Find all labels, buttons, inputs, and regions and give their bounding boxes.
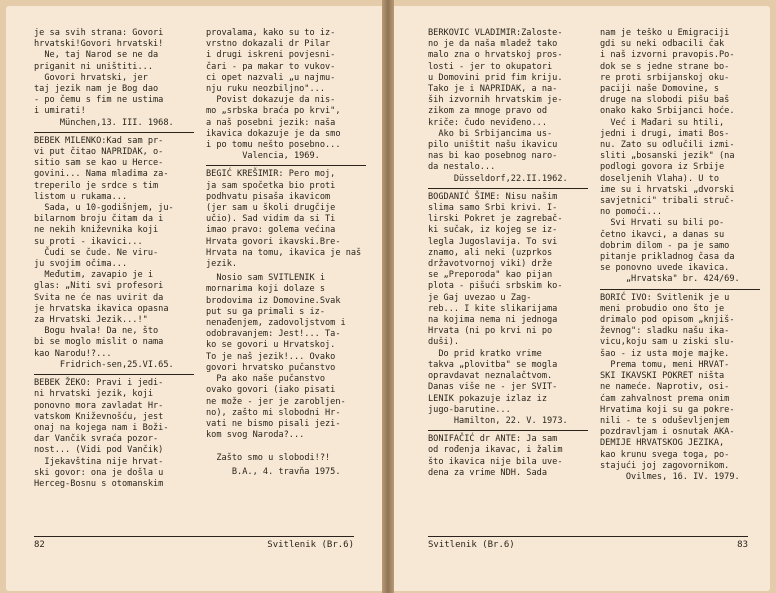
entry: BEGIĆ KREŠIMIR: Pero moj, ja sam spočetka bio proti podhvatu pisaša ikavicom (jer sam u školi drugčije učio). Sad vidim da si Ti imao pravo: golema većina Hrvata govori ikavski.Bre- Hrvata na tomu, ikavica je naš jezik. [206,169,362,270]
entry: BEBEK ŽEKO: Pravi i jedi- ni hrvatski jezik, koji ponovno mora zavladat Hr- vatskom Kniževnošću, jest onaj na kojega nam i Boži- dar Vančik svraća pozor- nost... (Vidi pod Vančik) Ijekavština nije hrvat- ski govor: ona je došla u Herceg-Bosnu s otomanskim [34,378,169,489]
page-footer [428,536,748,551]
divider [34,132,194,133]
divider [206,165,366,166]
entry: nam je teško u Emigraciji gdi su neki odbacili čak i naš izvorni pravopis.Po- dok se s jedne strane bo- re proti srbijanskoj oku- paciji naše Domovine, s druge na slobodi pišu baš onako kako Srbijanci hoće. Već i Mađari su htili, jedni i drugi, imati Bos- nu. Zato su odlučili izmi- sliti „bosanski jezik" (na podlogi govora iz Srbije doseljenih Vlaha). U to ime su i hrvatski „dvorski savjetnici" tribali struč- no pomoći... Svi Hrvati su bili po- četno ikavci, a danas su dobrim dilom - pa je samo pitanje prikladnog časa da se ponovno uvede ikavica. „Hrvatska" br. 424/69. [600,28,740,285]
right-column-b [600,28,760,533]
divider [428,188,588,189]
page-number: 83 [737,540,748,550]
entry: BOGDANIĆ ŠIME: Nisu našim slima samo Srbi krivi. I- lirski Pokret je zagrebač- ki sučak, iz kojeg se iz- legla Jugoslavija. To svi znamo, ali neki (uzprkos državotvornoj viki) drže se „Preporoda" kao pijan plota - pišući srbskim ko- je Gaj uvezao u Zag- reb... I kite slikarijama na kojima nema ni jednoga Hrvata (ni po krvi ni po duši). Do prid kratko vrime takva „plovitba" se mogla opravdavat neznalačtvom. Danas više ne - jer SVIT- LENIK pokazuje izlaz iz jugo-barutine... Hamilton, 22. V. 1973. [428,191,568,426]
page-footer [34,536,354,551]
right-page [394,6,770,591]
entry: je sa svih strana: Govori hrvatski!Govori hrvatski! Ne, taj Narod se ne da priganit ni uništiti... Govori hrvatski, jer taj jezik nam je Bog dao - po čemu s fim ne ustima i umirati! München,13. III. 1968. [34,28,174,128]
divider [428,430,588,431]
left-column-b [206,28,366,533]
page-number: 82 [34,540,45,550]
running-title: Svitlenik (Br.6) [428,540,515,550]
entry: BERKOVIĆ VLADIMIR:Žaloste- no je da naša mladež tako malo zna o hrvatskoj pros- losti - jer to okupatori u Domovini prid fim kriju. Tako je i NAPRIDAK, a na- ših izvornih hrvatskim je- zikom za mnoge pravo od kriče: čudo neviđeno... Ako bi Srbijancima us- pilo uništit našu ikavicu nas bi kao posebnog naro- da nestalo... Düsseldorf,22.II.1962. [428,28,568,184]
entry: B.A., 4. travňa 1975. [206,466,341,477]
left-column-a [34,28,194,533]
divider [34,374,194,375]
entry: Nosio sam SVITLENIK i mornarima koji dolaze s brodovima iz Domovine.Svak put su ga primali s iz- nenađenjem, zadovoljstvom i odobravanjem: Jest!... Ta- ko se govori u Hrvatskoj. To je naš jezik!... Ovako govori hrvatsko pučanstvo Pa ako naše pučanstvo ovako govori (iako pisati ne može - jer je zarobljen- no), zašto mi slobodni Hr- vati ne bismo pisali jezi- kom svog Naroda?... Zašto smo u slobodi!?! [206,273,346,463]
left-page [6,6,382,591]
book-gutter [382,0,394,593]
entry: BORIĆ IVO: Svitlenik je u meni probudio ono što je drimalo pod opisom „knjiš- ževnog": sladku našu ika- vicu,koju sam u ziski slu- šao - iz usta moje majke. Prema tomu, meni HRVAT- SKI IKAVSKI POKRET ništa ne nameće. Naprotiv, osi- ćam zahvalnost prema onim Hrvatima koji su ga pokre- nili - te s oduševljenjem pozdravljam i osnutak AKA- DEMIJE HRVATSKOG JEZIKA, kao krunu svega toga, po- stajući joj zagovornikom. Ovilmes, 16. IV. 1979. [600,292,740,482]
right-column-a [428,28,588,533]
divider [600,289,760,290]
entry: provalama, kako su to iz- vrstno dokazali dr Pilar i drugi iskreni povjesni- čari - pa makar to vukov- ci opet nazvali „u najmu- nju ruku neozbiljno"... Povist dokazuje da nis- mo „srbska braća po krvi", a naš posebni jezik: naša ikavica dokazuje je da smo i po tomu nešto posebno... Valencia, 1969. [206,28,341,162]
running-title: Svitlenik (Br.6) [267,540,354,550]
entry: BONIFAČIĆ dr ANTE: Ja sam od rođenja ikavac, i žalim što ikavica nije bila uve- dena za vrime NDH. Sada [428,434,563,478]
entry: BEBEK MILENKO:Kad sam pr- vi put čitao NAPRIDAK, o- sitio sam se kao u Herce- govini... Nama mladima za- treperilo je srdce s tim listom u rukama... Sada, u 10-godišnjem, ju- bilarnom broju čitam da i ne nekih kniževnika koji su proti - ikavici... Čudi se čude. Ne viru- ju svojim očima... Međutim, zavapio je i glas: „Niti svi profesori Svita ne će nas uvirit da je hrvatska ikavica opasna za Hrvatski Jezik...!" Bogu hvala! Da ne, što bi se moglo mislit o nama kao Narodu!?... Fridrich-sen,25.VI.65. [34,135,174,370]
